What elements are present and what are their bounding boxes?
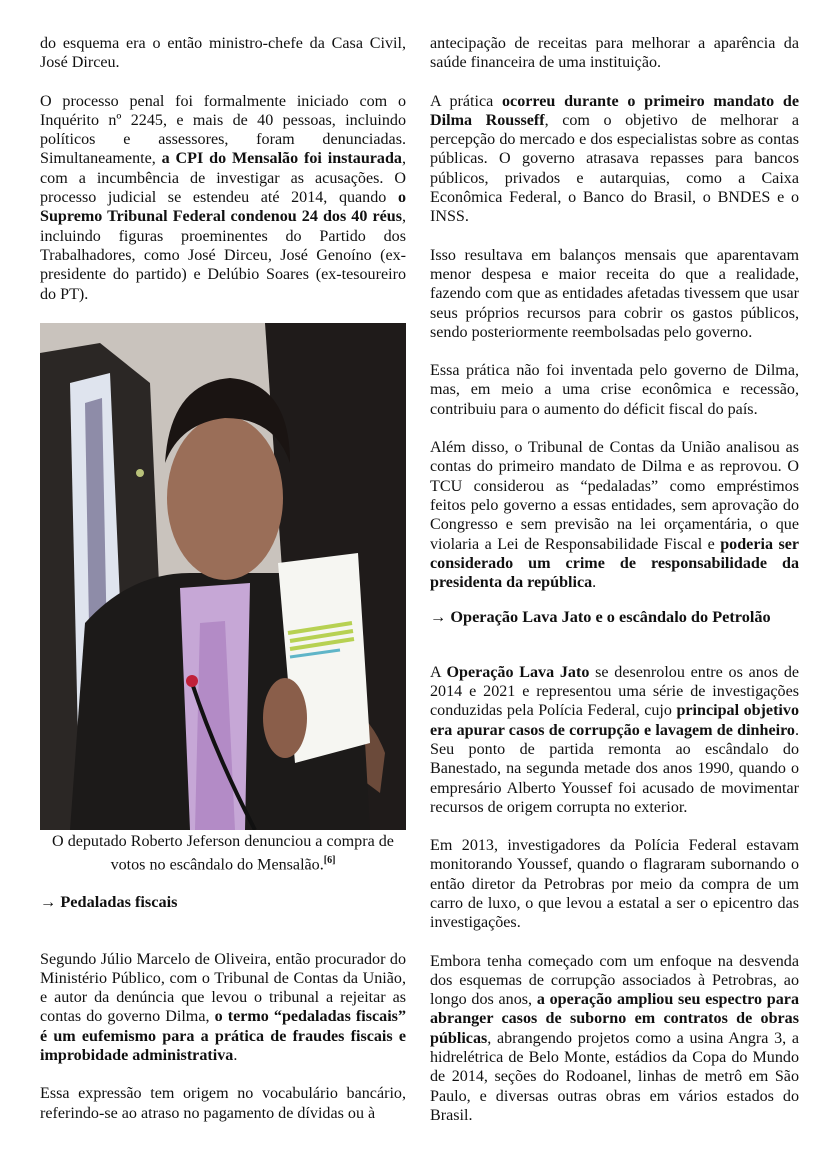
text: A prática	[430, 92, 502, 110]
text: O processo penal foi formalmente iniciado com o Inquérito nº 2245, e mais de 40 pessoas, incluindo políticos e assessores, foram denunciadas. Simultaneamente,	[40, 92, 406, 168]
figure-roberto-jeferson	[40, 323, 406, 874]
text: . Seu ponto de partida remonta ao escândalo do Banestado, na segunda metade dos anos 1990, quando o empresário Alberto Youssef foi acusado de movimentar recursos de origem corrupta no exterior.	[430, 721, 799, 816]
text: , com o objetivo de melhorar a percepção do mercado e dos especialistas sobre as contas públicas. O governo atrasava repasses para bancos públicos, privados e autarquias, como a Caixa Econômica Federal, o Banco do Brasil, o BNDES e o INSS.	[430, 111, 799, 226]
bold-text: Operação Lava Jato	[446, 663, 590, 681]
text: Segundo Júlio Marcelo de Oliveira, então procurador do Ministério Público, com o Tribunal de Contas da União, e autor da denúncia que levou o tribunal a rejeitar as contas do governo Dilma,	[40, 950, 406, 1026]
bold-text: ocorreu durante o primeiro mandato de Dilma Rousseff	[430, 92, 800, 129]
paragraph-deficit: Essa prática não foi inventada pelo governo de Dilma, mas, em meio a uma crise econômica e recessão, contribuiu para o aumento do déficit fiscal do país.	[430, 362, 799, 418]
text: .	[592, 574, 597, 592]
text: A	[430, 663, 447, 681]
left-column	[40, 34, 406, 1142]
text: , incluindo figuras proeminentes do Partido dos Trabalhadores, como José Dirceu, José Genoíno (ex-presidente do partido) e Delúbio Soares (ex-tesoureiro do PT).	[40, 208, 406, 303]
caption-text: O deputado Roberto Jeferson denunciou a compra de votos no escândalo do Mensalão.	[52, 832, 394, 874]
photo-roberto-jeferson	[40, 323, 406, 830]
figure-caption	[40, 832, 406, 874]
bold-text: o termo “pedaladas fiscais” é um eufemismo para a prática de fraudes fiscais e improbidade administrativa	[40, 1008, 406, 1064]
paragraph-julio-marcelo	[40, 950, 406, 1066]
paragraph-pratica-dilma	[430, 92, 799, 227]
text: , com a incumbência de investigar as acusações. O processo judicial se estendeu até 2014, quando	[40, 150, 406, 207]
text: se desenrolou entre os anos de 2014 e 2021 e representou uma série de investigações conduzidas pela Polícia Federal, cujo	[430, 663, 800, 720]
paragraph-youssef-2013: Em 2013, investigadores da Polícia Federal estavam monitorando Youssef, quando o flagraram subornando o então diretor da Petrobras por meio da compra de um carro de luxo, o que levou a estatal a ser o epicentro das investigações.	[430, 837, 799, 932]
bold-text: o Supremo Tribunal Federal condenou 24 dos 40 réus	[40, 189, 406, 226]
paragraph-tcu	[430, 438, 799, 592]
paragraph-processo-penal	[40, 92, 406, 304]
bold-text: principal objetivo era apurar casos de corrupção e lavagem de dinheiro	[430, 702, 799, 739]
paragraph-dirceu: do esquema era o então ministro-chefe da Casa Civil, José Dirceu.	[40, 35, 406, 72]
text: Embora tenha começado com um enfoque na desvenda dos esquemas de corrupção associados à Petrobras, ao longo dos anos,	[430, 952, 799, 1009]
paragraph-antecipacao: antecipação de receitas para melhorar a aparência da saúde financeira de uma instituição.	[430, 35, 799, 72]
right-column	[430, 34, 799, 1144]
section-heading-lava-jato: → Operação Lava Jato e o escândalo do Petrolão	[430, 607, 771, 627]
section-heading-pedaladas: → Pedaladas fiscais	[40, 892, 178, 912]
text: , abrangendo projetos como a usina Angra 3, a hidrelétrica de Belo Monte, estádios da Copa do Mundo de 2014, seções do Rodoanel, linhas de metrô em São Paulo, e diversas outras obras em vários estados do Brasil.	[430, 1029, 799, 1124]
bold-text: a operação ampliou seu espectro para abranger casos de suborno em contratos de obras públicas	[430, 991, 799, 1047]
paragraph-operacao-lava-jato	[430, 663, 799, 817]
text: .	[233, 1047, 238, 1064]
paragraph-balancos: Isso resultava em balanços mensais que aparentavam menor despesa e maior receita do que a realidade, fazendo com que as entidades afetadas tivessem que usar seus próprios recursos para cobrir os gastos públicos, sendo posteriormente reembolsadas pelo governo.	[430, 246, 799, 341]
paragraph-espectro-operacao	[430, 952, 799, 1126]
paragraph-expressao-origem: Essa expressão tem origem no vocabulário bancário, referindo-se ao atraso no pagamento de dívidas ou à	[40, 1085, 406, 1122]
bold-text: poderia ser considerado um crime de responsabilidade da presidenta da república	[430, 535, 799, 592]
footnote-reference[interactable]: [6]	[323, 854, 336, 866]
text: Além disso, o Tribunal de Contas da União analisou as contas do primeiro mandato de Dilma e as reprovou. O TCU considerou as “pedaladas” como empréstimos feitos pelo governo a essas entidades, sem aprovação do Congresso e sem previsão na lei orçamentária, o que violaria a Lei de Responsabilidade Fiscal e	[430, 439, 799, 553]
bold-text: a CPI do Mensalão foi instaurada	[161, 150, 402, 168]
